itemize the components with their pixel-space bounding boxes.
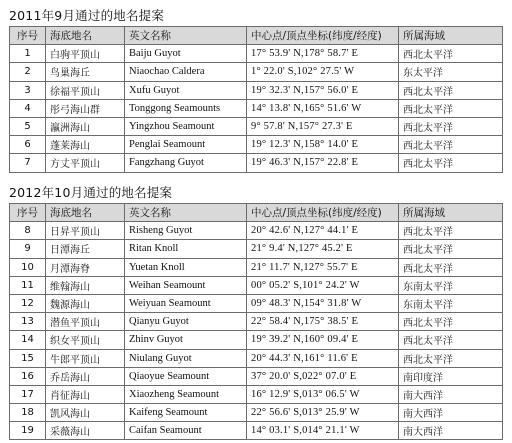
cell-name-en: Yuetan Knoll — [125, 258, 247, 276]
cell-index: 9 — [10, 240, 46, 258]
cell-coordinates: 20° 42.6' N,127° 44.1' E — [247, 222, 399, 240]
cell-name-cn: 维翰海山 — [46, 276, 125, 294]
cell-sea-area: 西北太平洋 — [399, 222, 503, 240]
cell-sea-area: 东太平洋 — [399, 63, 503, 81]
cell-name-en: Fangzhang Guyot — [125, 154, 247, 172]
table-header-row — [10, 27, 503, 45]
cell-sea-area: 西北太平洋 — [399, 258, 503, 276]
table-row — [10, 81, 503, 99]
cell-name-cn: 肖征海山 — [46, 385, 125, 403]
header-index: 序号 — [10, 27, 46, 45]
cell-coordinates: 19° 46.3' N,157° 22.8' E — [247, 154, 399, 172]
cell-sea-area: 南印度洋 — [399, 367, 503, 385]
proposal-table-2011 — [9, 26, 503, 173]
table-row — [10, 349, 503, 367]
cell-name-en: Yingzhou Seamount — [125, 117, 247, 135]
cell-index: 12 — [10, 294, 46, 312]
cell-sea-area: 西北太平洋 — [399, 99, 503, 117]
cell-coordinates: 9° 57.8' N,157° 27.3' E — [247, 117, 399, 135]
cell-name-en: Tonggong Seamounts — [125, 99, 247, 117]
cell-name-en: Ritan Knoll — [125, 240, 247, 258]
cell-sea-area: 西北太平洋 — [399, 240, 503, 258]
cell-sea-area: 东南太平洋 — [399, 276, 503, 294]
table-row — [10, 45, 503, 63]
table-row — [10, 136, 503, 154]
cell-coordinates: 37° 20.0' S,022° 07.0' E — [247, 367, 399, 385]
table-row — [10, 258, 503, 276]
cell-index: 8 — [10, 222, 46, 240]
cell-sea-area: 南大西洋 — [399, 404, 503, 422]
table-header-row — [10, 204, 503, 222]
table-row — [10, 276, 503, 294]
cell-coordinates: 19° 32.3' N,157° 56.0' E — [247, 81, 399, 99]
cell-coordinates: 16° 12.9' S,013° 06.5' W — [247, 385, 399, 403]
cell-name-en: Risheng Guyot — [125, 222, 247, 240]
section-title-2012: 2012年10月通过的地名提案 — [9, 185, 173, 200]
cell-coordinates: 09° 48.3' N,154° 31.8' W — [247, 294, 399, 312]
header-name-cn: 海底地名 — [46, 27, 125, 45]
cell-name-cn: 牛郎平顶山 — [46, 349, 125, 367]
cell-name-cn: 瀛洲海山 — [46, 117, 125, 135]
table-row — [10, 117, 503, 135]
cell-name-cn: 白驹平顶山 — [46, 45, 125, 63]
cell-index: 17 — [10, 385, 46, 403]
header-coordinates: 中心点/顶点坐标(纬度/经度) — [247, 204, 399, 222]
cell-name-cn: 徐福平顶山 — [46, 81, 125, 99]
table-row — [10, 367, 503, 385]
header-name-en: 英文名称 — [125, 204, 247, 222]
table-row — [10, 294, 503, 312]
cell-coordinates: 00° 05.2' S,101° 24.2' W — [247, 276, 399, 294]
cell-name-en: Caifan Seamount — [125, 422, 247, 440]
table-row — [10, 99, 503, 117]
cell-name-en: Zhinv Guyot — [125, 331, 247, 349]
cell-name-cn: 日昇平顶山 — [46, 222, 125, 240]
table-row — [10, 385, 503, 403]
cell-name-cn: 彤弓海山群 — [46, 99, 125, 117]
cell-sea-area: 南大西洋 — [399, 385, 503, 403]
table-row — [10, 154, 503, 172]
cell-name-cn: 采薇海山 — [46, 422, 125, 440]
cell-coordinates: 1° 22.0' S,102° 27.5' W — [247, 63, 399, 81]
cell-name-en: Qiaoyue Seamount — [125, 367, 247, 385]
header-name-cn: 海底地名 — [46, 204, 125, 222]
cell-name-en: Weiyuan Seamount — [125, 294, 247, 312]
cell-index: 19 — [10, 422, 46, 440]
cell-name-cn: 日潭海丘 — [46, 240, 125, 258]
table-row — [10, 222, 503, 240]
cell-index: 15 — [10, 349, 46, 367]
cell-index: 10 — [10, 258, 46, 276]
cell-sea-area: 南大西洋 — [399, 422, 503, 440]
table-row — [10, 63, 503, 81]
cell-coordinates: 21° 9.4' N,127° 45.2' E — [247, 240, 399, 258]
cell-sea-area: 西北太平洋 — [399, 154, 503, 172]
cell-name-en: Niulang Guyot — [125, 349, 247, 367]
cell-name-en: Xiaozheng Seamount — [125, 385, 247, 403]
cell-name-cn: 织女平顶山 — [46, 331, 125, 349]
cell-sea-area: 西北太平洋 — [399, 117, 503, 135]
cell-name-cn: 凯风海山 — [46, 404, 125, 422]
cell-name-en: Niaochao Caldera — [125, 63, 247, 81]
table-row — [10, 240, 503, 258]
cell-sea-area: 西北太平洋 — [399, 331, 503, 349]
cell-index: 18 — [10, 404, 46, 422]
table-row — [10, 331, 503, 349]
cell-index: 6 — [10, 136, 46, 154]
header-sea-area: 所属海域 — [399, 204, 503, 222]
table-row — [10, 313, 503, 331]
cell-name-cn: 蓬莱海山 — [46, 136, 125, 154]
cell-sea-area: 东南太平洋 — [399, 294, 503, 312]
cell-index: 3 — [10, 81, 46, 99]
cell-index: 5 — [10, 117, 46, 135]
cell-coordinates: 21° 11.7' N,127° 55.7' E — [247, 258, 399, 276]
cell-name-cn: 乔岳海山 — [46, 367, 125, 385]
proposal-table-2012 — [9, 203, 503, 440]
cell-name-en: Qianyu Guyot — [125, 313, 247, 331]
cell-index: 2 — [10, 63, 46, 81]
cell-index: 1 — [10, 45, 46, 63]
header-coordinates: 中心点/顶点坐标(纬度/经度) — [247, 27, 399, 45]
cell-name-en: Penglai Seamount — [125, 136, 247, 154]
cell-coordinates: 14° 03.1' S,014° 21.1' W — [247, 422, 399, 440]
cell-index: 16 — [10, 367, 46, 385]
cell-coordinates: 14° 13.8' N,165° 51.6' W — [247, 99, 399, 117]
cell-index: 13 — [10, 313, 46, 331]
table-row — [10, 404, 503, 422]
header-sea-area: 所属海域 — [399, 27, 503, 45]
cell-name-cn: 月潭海脊 — [46, 258, 125, 276]
cell-coordinates: 19° 39.2' N,160° 09.4' E — [247, 331, 399, 349]
cell-index: 7 — [10, 154, 46, 172]
cell-coordinates: 20° 44.3' N,161° 11.6' E — [247, 349, 399, 367]
cell-sea-area: 西北太平洋 — [399, 349, 503, 367]
cell-coordinates: 19° 12.3' N,158° 14.0' E — [247, 136, 399, 154]
cell-name-cn: 鸟巢海丘 — [46, 63, 125, 81]
cell-coordinates: 17° 53.9' N,178° 58.7' E — [247, 45, 399, 63]
cell-sea-area: 西北太平洋 — [399, 81, 503, 99]
cell-coordinates: 22° 56.6' S,013° 25.9' W — [247, 404, 399, 422]
cell-name-en: Kaifeng Seamount — [125, 404, 247, 422]
cell-index: 4 — [10, 99, 46, 117]
cell-sea-area: 西北太平洋 — [399, 313, 503, 331]
cell-index: 11 — [10, 276, 46, 294]
cell-sea-area: 西北太平洋 — [399, 45, 503, 63]
cell-sea-area: 西北太平洋 — [399, 136, 503, 154]
cell-name-en: Weihan Seamount — [125, 276, 247, 294]
cell-name-cn: 方丈平顶山 — [46, 154, 125, 172]
header-name-en: 英文名称 — [125, 27, 247, 45]
cell-index: 14 — [10, 331, 46, 349]
cell-coordinates: 22° 58.4' N,175° 38.5' E — [247, 313, 399, 331]
cell-name-cn: 魏源海山 — [46, 294, 125, 312]
cell-name-en: Xufu Guyot — [125, 81, 247, 99]
table-row — [10, 422, 503, 440]
cell-name-cn: 潜鱼平顶山 — [46, 313, 125, 331]
section-title-2011: 2011年9月通过的地名提案 — [9, 8, 165, 23]
header-index: 序号 — [10, 204, 46, 222]
cell-name-en: Baiju Guyot — [125, 45, 247, 63]
